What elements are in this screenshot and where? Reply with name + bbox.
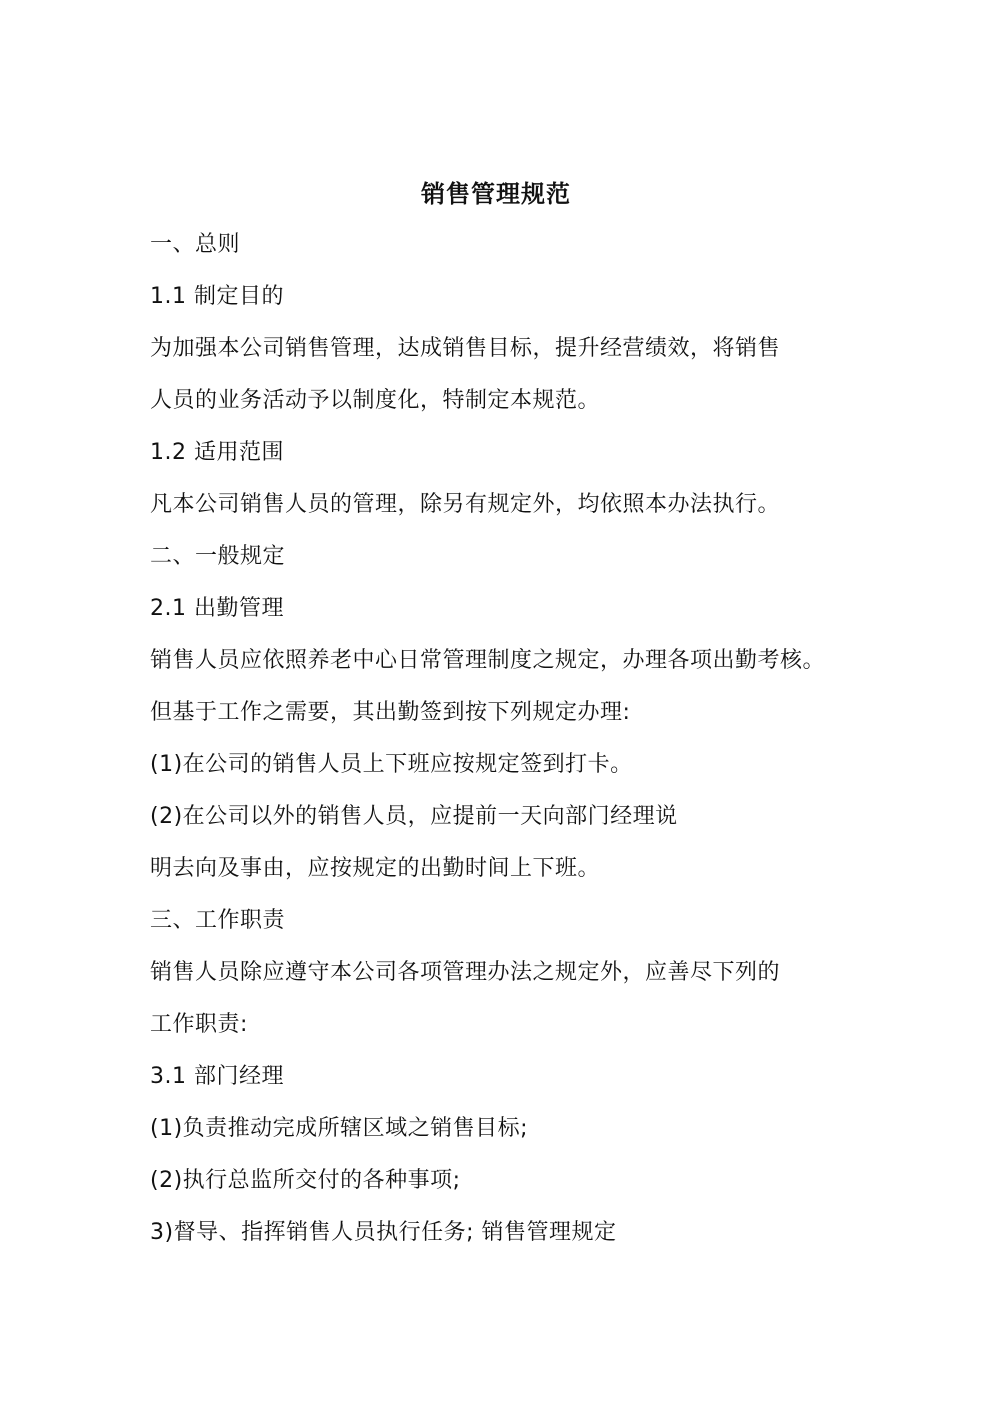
paragraph-line: 凡本公司销售人员的管理，除另有规定外，均依照本办法执行。: [150, 492, 781, 517]
paragraph-line: 为加强本公司销售管理，达成销售目标，提升经营绩效，将销售: [150, 336, 781, 361]
paragraph-line: 但基于工作之需要，其出勤签到按下列规定办理:: [150, 700, 631, 725]
list-item: (2)在公司以外的销售人员，应提前一天向部门经理说: [150, 804, 678, 829]
paragraph-line: 明去向及事由，应按规定的出勤时间上下班。: [150, 856, 601, 881]
list-item: (1)负责推动完成所辖区域之销售目标;: [150, 1116, 529, 1141]
subsection-heading-department-manager: 3.1 部门经理: [150, 1064, 284, 1089]
subsection-heading-purpose: 1.1 制定目的: [150, 284, 284, 309]
paragraph-line: 销售人员应依照养老中心日常管理制度之规定，办理各项出勤考核。: [150, 648, 826, 673]
document-body: [150, 228, 910, 1268]
list-item: 3)督导、指挥销售人员执行任务; 销售管理规定: [150, 1220, 617, 1245]
paragraph-line: 工作职责:: [150, 1012, 248, 1037]
section-heading-general: 一、总则: [150, 232, 241, 257]
list-item: (1)在公司的销售人员上下班应按规定签到打卡。: [150, 752, 633, 777]
subsection-heading-attendance: 2.1 出勤管理: [150, 596, 284, 621]
section-heading-duties: 三、工作职责: [150, 908, 286, 933]
subsection-heading-scope: 1.2 适用范围: [150, 440, 284, 465]
list-item: (2)执行总监所交付的各种事项;: [150, 1168, 461, 1193]
section-heading-general-rules: 二、一般规定: [150, 544, 286, 569]
paragraph-line: 人员的业务活动予以制度化，特制定本规范。: [150, 388, 601, 413]
document-title: 销售管理规范: [421, 180, 571, 208]
paragraph-line: 销售人员除应遵守本公司各项管理办法之规定外，应善尽下列的: [150, 960, 781, 985]
